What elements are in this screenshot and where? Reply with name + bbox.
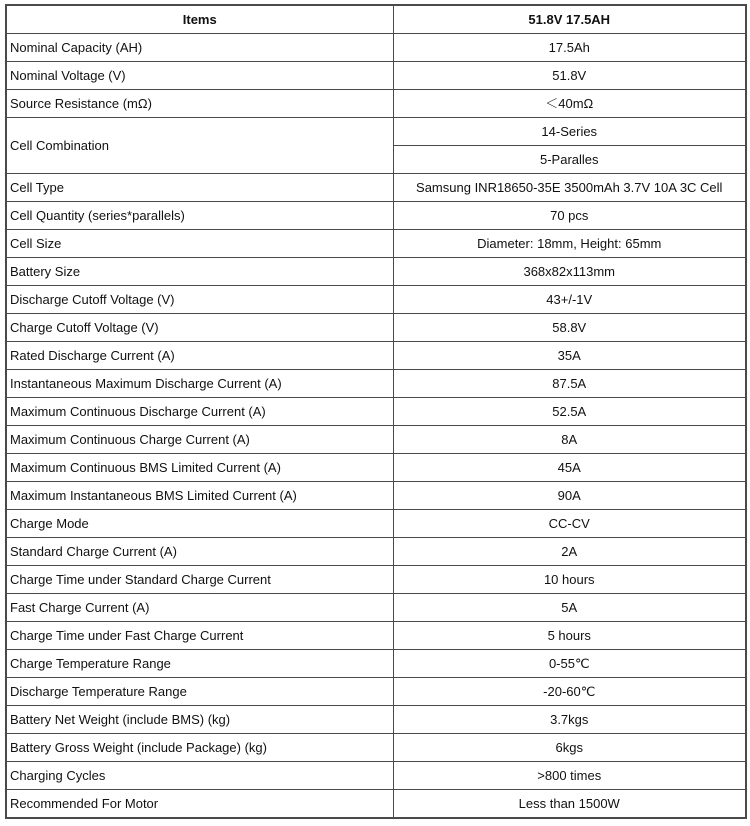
spec-value: Diameter: 18mm, Height: 65mm	[393, 230, 746, 258]
spec-label: Charge Temperature Range	[6, 650, 393, 678]
spec-value: 368x82x113mm	[393, 258, 746, 286]
spec-label: Nominal Voltage (V)	[6, 62, 393, 90]
header-row	[6, 5, 746, 34]
spec-value: 3.7kgs	[393, 706, 746, 734]
table-row	[6, 706, 746, 734]
spec-label: Charge Mode	[6, 510, 393, 538]
spec-label: Discharge Cutoff Voltage (V)	[6, 286, 393, 314]
table-row	[6, 482, 746, 510]
table-row	[6, 594, 746, 622]
table-row	[6, 762, 746, 790]
spec-label: Cell Type	[6, 174, 393, 202]
spec-value: Less than 1500W	[393, 790, 746, 819]
spec-label: Cell Combination	[6, 118, 393, 174]
spec-label: Charge Time under Standard Charge Current	[6, 566, 393, 594]
spec-value: 45A	[393, 454, 746, 482]
spec-value: -20-60℃	[393, 678, 746, 706]
table-row	[6, 790, 746, 819]
spec-value: 5A	[393, 594, 746, 622]
spec-label: Charge Cutoff Voltage (V)	[6, 314, 393, 342]
spec-table-body	[6, 34, 746, 819]
header-items: Items	[6, 5, 393, 34]
table-row	[6, 734, 746, 762]
spec-value: 5 hours	[393, 622, 746, 650]
table-row	[6, 538, 746, 566]
table-row	[6, 174, 746, 202]
spec-label: Charging Cycles	[6, 762, 393, 790]
spec-label: Battery Gross Weight (include Package) (kg)	[6, 734, 393, 762]
spec-label: Source Resistance (mΩ)	[6, 90, 393, 118]
table-row	[6, 622, 746, 650]
table-row	[6, 398, 746, 426]
table-row	[6, 202, 746, 230]
spec-value: 52.5A	[393, 398, 746, 426]
spec-label: Rated Discharge Current (A)	[6, 342, 393, 370]
table-row	[6, 342, 746, 370]
table-row	[6, 510, 746, 538]
spec-label: Cell Size	[6, 230, 393, 258]
spec-value: CC-CV	[393, 510, 746, 538]
spec-value: 2A	[393, 538, 746, 566]
table-row	[6, 650, 746, 678]
table-row	[6, 118, 746, 146]
spec-label: Standard Charge Current (A)	[6, 538, 393, 566]
table-row	[6, 90, 746, 118]
spec-value: 14-Series	[393, 118, 746, 146]
spec-value: >800 times	[393, 762, 746, 790]
spec-label: Discharge Temperature Range	[6, 678, 393, 706]
table-row	[6, 678, 746, 706]
table-row	[6, 62, 746, 90]
table-row	[6, 314, 746, 342]
spec-value: 43+/-1V	[393, 286, 746, 314]
spec-value: ＜40mΩ	[393, 90, 746, 118]
spec-value: Samsung INR18650-35E 3500mAh 3.7V 10A 3C Cell	[393, 174, 746, 202]
spec-label: Cell Quantity (series*parallels)	[6, 202, 393, 230]
spec-value: 35A	[393, 342, 746, 370]
spec-value: 51.8V	[393, 62, 746, 90]
table-row	[6, 566, 746, 594]
spec-label: Battery Net Weight (include BMS) (kg)	[6, 706, 393, 734]
table-row	[6, 230, 746, 258]
spec-value: 90A	[393, 482, 746, 510]
spec-label: Fast Charge Current (A)	[6, 594, 393, 622]
spec-table	[5, 4, 747, 819]
spec-value: 5-Paralles	[393, 146, 746, 174]
spec-label: Nominal Capacity (AH)	[6, 34, 393, 62]
spec-value: 17.5Ah	[393, 34, 746, 62]
table-row	[6, 426, 746, 454]
spec-value: 6kgs	[393, 734, 746, 762]
spec-value: 87.5A	[393, 370, 746, 398]
spec-value: 58.8V	[393, 314, 746, 342]
header-model: 51.8V 17.5AH	[393, 5, 746, 34]
table-row	[6, 286, 746, 314]
spec-value: 8A	[393, 426, 746, 454]
table-row	[6, 454, 746, 482]
spec-label: Maximum Continuous BMS Limited Current (A)	[6, 454, 393, 482]
table-row	[6, 34, 746, 62]
spec-label: Battery Size	[6, 258, 393, 286]
spec-label: Recommended For Motor	[6, 790, 393, 819]
spec-label: Instantaneous Maximum Discharge Current (A)	[6, 370, 393, 398]
spec-label: Maximum Continuous Discharge Current (A)	[6, 398, 393, 426]
table-row	[6, 370, 746, 398]
spec-label: Charge Time under Fast Charge Current	[6, 622, 393, 650]
spec-value: 0-55℃	[393, 650, 746, 678]
spec-value: 70 pcs	[393, 202, 746, 230]
spec-label: Maximum Continuous Charge Current (A)	[6, 426, 393, 454]
table-row	[6, 258, 746, 286]
spec-value: 10 hours	[393, 566, 746, 594]
spec-label: Maximum Instantaneous BMS Limited Current (A)	[6, 482, 393, 510]
